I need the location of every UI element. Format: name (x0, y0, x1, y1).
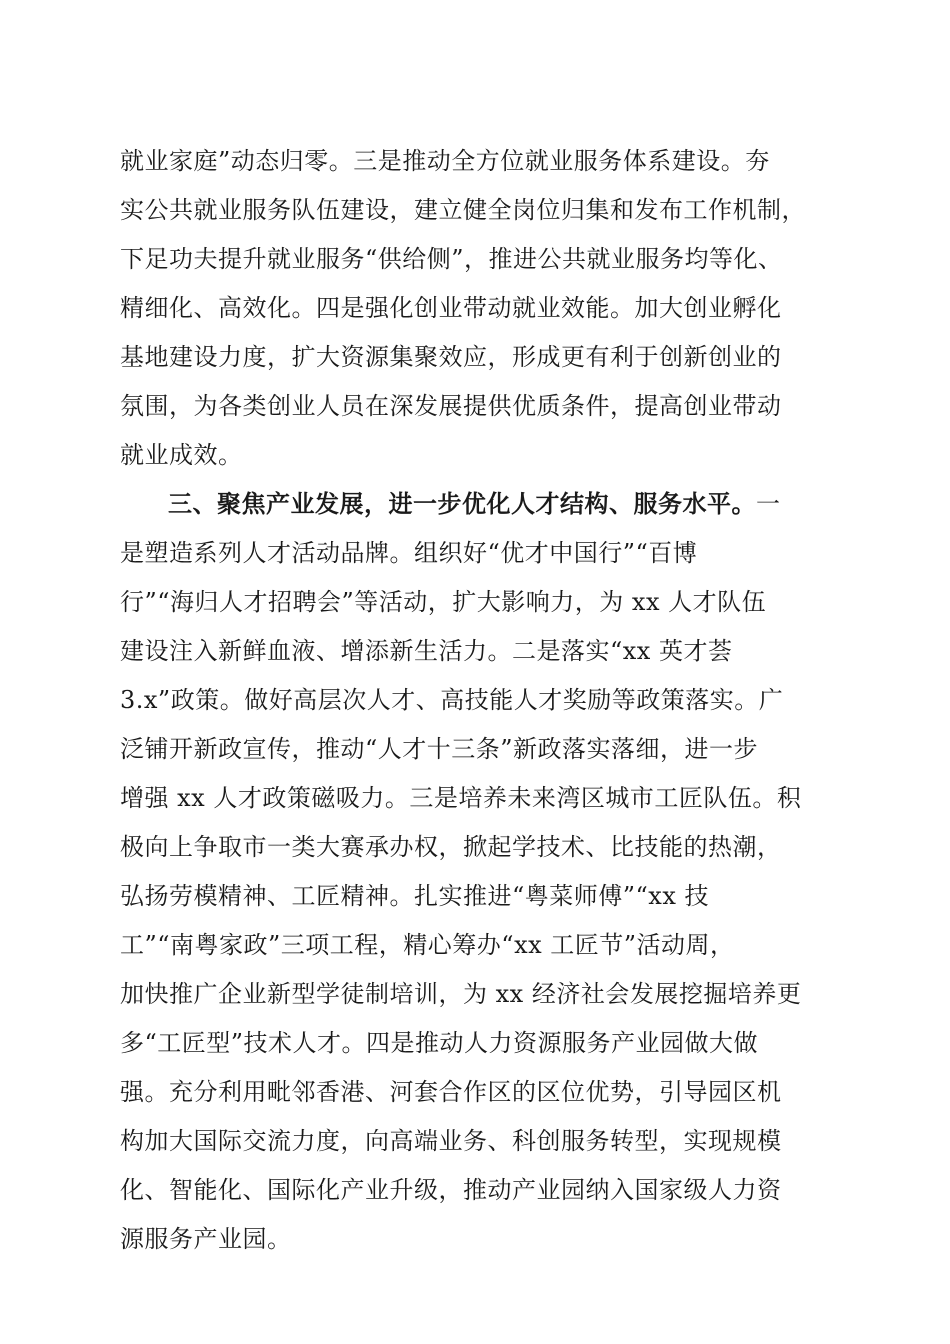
text-line: 工”“南粤家政”三项工程，精心筹办“xx 工匠节”活动周， (120, 931, 735, 959)
text-line: 极向上争取市一类大赛承办权，掀起学技术、比技能的热潮， (120, 833, 782, 861)
text-line: 是塑造系列人才活动品牌。组织好“优才中国行”“百博 (120, 539, 698, 567)
heading-tail-text: 一 (756, 490, 781, 518)
section-heading: 三、聚焦产业发展，进一步优化人才结构、服务水平。 (168, 489, 756, 518)
text-line: 精细化、高效化。四是强化创业带动就业效能。加大创业孵化 (120, 294, 782, 322)
text-line: 氛围，为各类创业人员在深发展提供优质条件，提高创业带动 (120, 392, 782, 420)
text-line: 基地建设力度，扩大资源集聚效应，形成更有利于创新创业的 (120, 343, 782, 371)
text-line: 3.x”政策。做好高层次人才、高技能人才奖励等政策落实。广 (120, 686, 784, 714)
text-line: 就业成效。 (120, 441, 243, 469)
text-line: 实公共就业服务队伍建设，建立健全岗位归集和发布工作机制， (120, 196, 806, 224)
text-line: 增强 xx 人才政策磁吸力。三是培养未来湾区城市工匠队伍。积 (120, 784, 802, 812)
text-line: 强。充分利用毗邻香港、河套合作区的区位优势，引导园区机 (120, 1078, 782, 1106)
text-line: 就业家庭”动态归零。三是推动全方位就业服务体系建设。夯 (120, 147, 770, 175)
text-line: 加快推广企业新型学徒制培训，为 xx 经济社会发展挖掘培养更 (120, 980, 802, 1008)
text-line: 泛铺开新政宣传，推动“人才十三条”新政落实落细，进一步 (120, 735, 759, 763)
text-line: 建设注入新鲜血液、增添新生活力。二是落实“xx 英才荟 (120, 637, 733, 665)
text-line: 弘扬劳模精神、工匠精神。扎实推进“粤菜师傅”“xx 技 (120, 882, 710, 910)
text-line: 化、智能化、国际化产业升级，推动产业园纳入国家级人力资 (120, 1176, 782, 1204)
text-line: 源服务产业园。 (120, 1225, 292, 1253)
section-heading-line (168, 484, 835, 524)
text-line: 下足功夫提升就业服务“供给侧”，推进公共就业服务均等化、 (120, 245, 783, 273)
text-line: 行”“海归人才招聘会”等活动，扩大影响力，为 xx 人才队伍 (120, 588, 767, 616)
text-line: 构加大国际交流力度，向高端业务、科创服务转型，实现规模 (120, 1127, 782, 1155)
text-line: 多“工匠型”技术人才。四是推动人力资源服务产业园做大做 (120, 1029, 759, 1057)
